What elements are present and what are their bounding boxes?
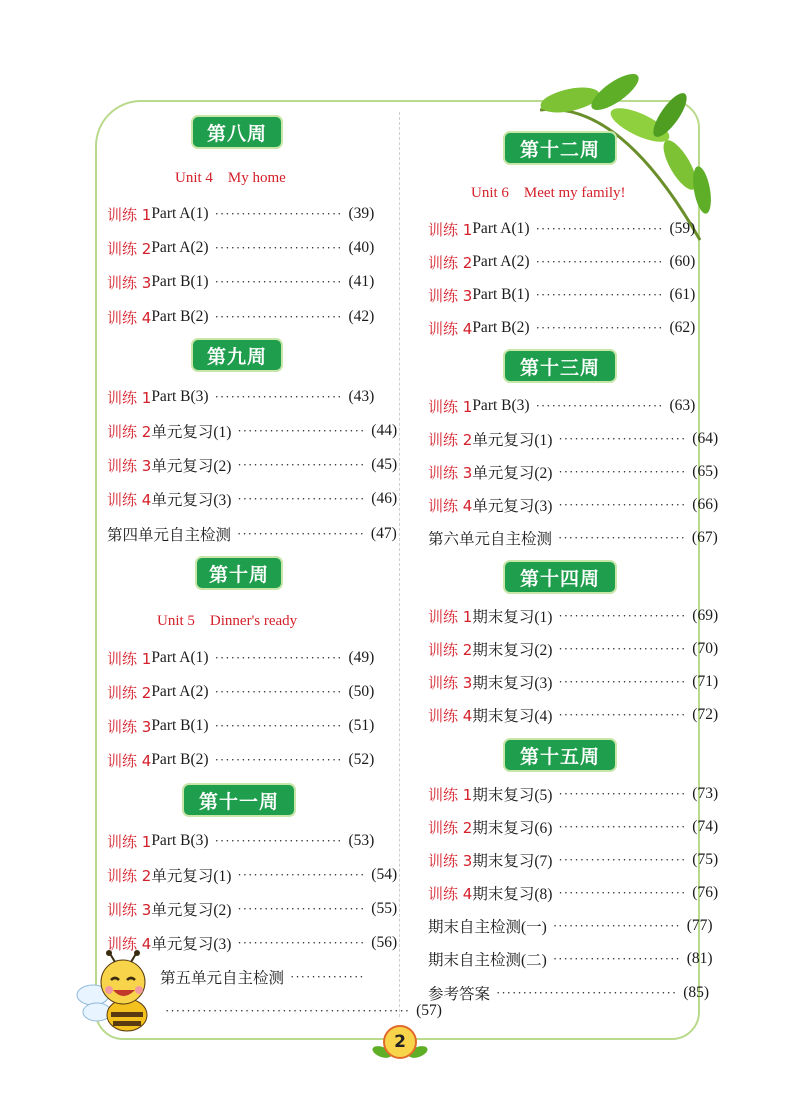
- page-ref: (65): [692, 463, 719, 480]
- entry-title: Part A(1): [151, 205, 209, 222]
- bee-mascot-icon: [75, 950, 165, 1040]
- training-label: 训练 3: [107, 273, 152, 292]
- training-label: 训练 3: [428, 673, 473, 692]
- entry-title: Part B(2): [472, 319, 530, 336]
- entry-title: Part A(2): [151, 683, 209, 700]
- entry-title: 单元复习(3): [151, 492, 232, 509]
- toc-row[interactable]: 训练 3 单元复习(2) ························ (45): [107, 456, 398, 475]
- toc-row[interactable]: 训练 3 Part B(1) ························ (61): [428, 286, 696, 305]
- training-label: 训练 2: [428, 640, 473, 659]
- training-label: 训练 4: [107, 308, 152, 327]
- entry-title: 单元复习(1): [151, 868, 232, 885]
- page-ref: (43): [348, 388, 375, 405]
- training-label: 训练 3: [428, 286, 473, 305]
- toc-row[interactable]: 训练 3 单元复习(2) ························ (65): [428, 463, 719, 482]
- page-ref: (77): [686, 917, 713, 934]
- page-ref: (76): [692, 884, 719, 901]
- page-ref: (60): [669, 253, 696, 270]
- page-ref: (45): [371, 456, 398, 473]
- training-label: 训练 1: [428, 220, 473, 239]
- entry-title: 期末复习(8): [472, 886, 553, 903]
- entry-title: 期末复习(4): [472, 708, 553, 725]
- page-ref: (71): [692, 673, 719, 690]
- toc-row[interactable]: 训练 4 单元复习(3) ························ (66): [428, 496, 719, 515]
- page-number: 2: [383, 1025, 417, 1059]
- page-ref: (46): [371, 490, 398, 507]
- training-label: 训练 1: [428, 607, 473, 626]
- entry-title: 期末自主检测(一): [428, 919, 547, 936]
- page-ref: (75): [692, 851, 719, 868]
- toc-row[interactable]: 训练 4 期末复习(4) ························ (72): [428, 706, 719, 725]
- toc-row[interactable]: 训练 1 Part B(3) ························ (53): [107, 832, 375, 851]
- toc-row[interactable]: 训练 2 单元复习(1) ························ (44): [107, 422, 398, 441]
- toc-row[interactable]: 训练 2 期末复习(2) ························ (70): [428, 640, 719, 659]
- entry-title: 单元复习(3): [472, 498, 553, 515]
- toc-row[interactable]: 训练 1 Part A(1) ························ (49): [107, 649, 375, 668]
- training-label: 训练 2: [428, 818, 473, 837]
- toc-row[interactable]: 训练 4 Part B(2) ························ (52): [107, 751, 375, 770]
- entry-title: Part B(3): [472, 397, 530, 414]
- week-badge: 第十二周: [505, 133, 615, 163]
- entry-title: 期末自主检测(二): [428, 952, 547, 969]
- training-label: 训练 4: [428, 884, 473, 903]
- training-label: 训练 4: [428, 319, 473, 338]
- toc-row[interactable]: 训练 4 单元复习(3) ························ (56): [107, 934, 398, 953]
- toc-row[interactable]: 第六单元自主检测 ························ (67): [428, 529, 718, 548]
- entry-title: 单元复习(3): [151, 936, 232, 953]
- entry-title: 期末复习(2): [472, 642, 553, 659]
- toc-row[interactable]: 训练 1 期末复习(5) ························ (73): [428, 785, 719, 804]
- training-label: 训练 4: [107, 751, 152, 770]
- unit-title: Unit 6 Meet my family!: [471, 185, 626, 201]
- training-label: 训练 3: [107, 717, 152, 736]
- entry-title: 期末复习(6): [472, 820, 553, 837]
- column-divider: [399, 112, 400, 1017]
- page-ref: (40): [348, 239, 375, 256]
- entry-title: Part A(2): [472, 253, 530, 270]
- page-ref: (59): [669, 220, 696, 237]
- training-label: 训练 3: [428, 463, 473, 482]
- page-ref: (50): [348, 683, 375, 700]
- page-ref: (51): [348, 717, 375, 734]
- entry-title: Part B(3): [151, 388, 209, 405]
- page-ref: (42): [348, 308, 375, 325]
- week-badge: 第十周: [197, 558, 281, 588]
- entry-title: Part A(1): [472, 220, 530, 237]
- training-label: 训练 2: [107, 422, 152, 441]
- entry-title: 单元复习(2): [151, 902, 232, 919]
- training-label: 训练 4: [107, 934, 152, 953]
- page-ref: (74): [692, 818, 719, 835]
- toc-row[interactable]: 期末自主检测(二) ························ (81): [428, 950, 713, 969]
- toc-row[interactable]: 训练 1 Part B(3) ························ (63): [428, 397, 696, 416]
- entry-title: 单元复习(1): [472, 432, 553, 449]
- entry-title: Part A(2): [151, 239, 209, 256]
- page-ref: (47): [370, 525, 397, 542]
- toc-row[interactable]: 训练 2 Part A(2) ························ (50): [107, 683, 375, 702]
- training-label: 训练 3: [107, 456, 152, 475]
- week-badge: 第十三周: [505, 351, 615, 381]
- page-ref: (52): [348, 751, 375, 768]
- toc-row[interactable]: 训练 4 期末复习(8) ························ (76): [428, 884, 719, 903]
- toc-row[interactable]: 参考答案 ·································· (85): [428, 984, 710, 1003]
- training-label: 训练 1: [107, 649, 152, 668]
- entry-title: 期末复习(5): [472, 787, 553, 804]
- entry-title: 第六单元自主检测: [428, 531, 553, 548]
- page-ref: (63): [669, 397, 696, 414]
- page-ref: (81): [686, 950, 713, 967]
- page-ref: (56): [371, 934, 398, 951]
- unit-title: Unit 4 My home: [175, 170, 286, 186]
- page-ref: (54): [371, 866, 398, 883]
- toc-row[interactable]: 训练 1 Part A(1) ························ (59): [428, 220, 696, 239]
- toc-row[interactable]: 训练 4 Part B(2) ························ (62): [428, 319, 696, 338]
- week-badge: 第九周: [193, 340, 281, 370]
- page-ref: (55): [371, 900, 398, 917]
- training-label: 训练 1: [107, 832, 152, 851]
- entry-title: 第五单元自主检测: [160, 970, 285, 987]
- training-label: 训练 4: [428, 496, 473, 515]
- training-label: 训练 2: [428, 253, 473, 272]
- toc-row[interactable]: 训练 3 Part B(1) ························ (41): [107, 273, 375, 292]
- entry-title: 期末复习(7): [472, 853, 553, 870]
- entry-title: 期末复习(1): [472, 609, 553, 626]
- toc-row[interactable]: 训练 2 单元复习(1) ························ (64): [428, 430, 719, 449]
- page-ref: (61): [669, 286, 696, 303]
- toc-row[interactable]: 训练 3 期末复习(3) ························ (71): [428, 673, 719, 692]
- entry-title: Part B(1): [472, 286, 530, 303]
- toc-row[interactable]: 训练 1 期末复习(1) ························ (69): [428, 607, 719, 626]
- training-label: 训练 1: [107, 388, 152, 407]
- page-ref: (57): [416, 1002, 442, 1019]
- entry-title: Part B(2): [151, 308, 209, 325]
- entry-title: Part B(1): [151, 273, 209, 290]
- training-label: 训练 2: [107, 866, 152, 885]
- entry-title: 单元复习(2): [151, 458, 232, 475]
- week-badge: 第十四周: [505, 562, 615, 592]
- training-label: 训练 1: [428, 397, 473, 416]
- page-ref: (66): [692, 496, 719, 513]
- toc-row[interactable]: 训练 4 单元复习(3) ························ (46): [107, 490, 398, 509]
- week-badge: 第十五周: [505, 740, 615, 770]
- week-badge: 第八周: [193, 117, 281, 147]
- toc-row[interactable]: 训练 2 Part A(2) ························ (40): [107, 239, 375, 258]
- entry-title: 参考答案: [428, 986, 491, 1003]
- entry-title: 第四单元自主检测: [107, 527, 232, 544]
- toc-row[interactable]: 训练 3 Part B(1) ························ (51): [107, 717, 375, 736]
- page-ref: (67): [691, 529, 718, 546]
- toc-row[interactable]: 训练 2 期末复习(6) ························ (74): [428, 818, 719, 837]
- page-ref: (85): [683, 984, 710, 1001]
- page-ref: (53): [348, 832, 375, 849]
- training-label: 训练 2: [428, 430, 473, 449]
- toc-row[interactable]: 期末自主检测(一) ························ (77): [428, 917, 713, 936]
- training-label: 训练 4: [107, 490, 152, 509]
- week-badge: 第十一周: [184, 785, 294, 815]
- training-label: 训练 1: [107, 205, 152, 224]
- training-label: 训练 2: [107, 239, 152, 258]
- toc-row[interactable]: 第四单元自主检测 ························ (47): [107, 525, 397, 544]
- page-ref: (39): [348, 205, 375, 222]
- training-label: 训练 4: [428, 706, 473, 725]
- entry-title: Part B(2): [151, 751, 209, 768]
- entry-title: Part A(1): [151, 649, 209, 666]
- toc-row[interactable]: 训练 2 Part A(2) ························ (60): [428, 253, 696, 272]
- page-ref: (49): [348, 649, 375, 666]
- toc-row[interactable]: 训练 1 Part A(1) ························ (39): [107, 205, 375, 224]
- entry-title: Part B(1): [151, 717, 209, 734]
- unit-title: Unit 5 Dinner's ready: [157, 613, 298, 629]
- page-ref: (64): [692, 430, 719, 447]
- page-ref: (72): [692, 706, 719, 723]
- toc-row[interactable]: 训练 2 单元复习(1) ························ (54): [107, 866, 398, 885]
- page-ref: (41): [348, 273, 375, 290]
- toc-row[interactable]: 训练 1 Part B(3) ························ (43): [107, 388, 375, 407]
- toc-row[interactable]: 训练 4 Part B(2) ························ (42): [107, 308, 375, 327]
- toc-row[interactable]: 训练 3 期末复习(7) ························ (75): [428, 851, 719, 870]
- toc-row[interactable]: 第五单元自主检测 ··············: [160, 965, 372, 989]
- training-label: 训练 3: [107, 900, 152, 919]
- toc-row-continued[interactable]: ·············································· (57): [165, 1002, 442, 1019]
- toc-row[interactable]: 训练 3 单元复习(2) ························ (55): [107, 900, 398, 919]
- page-ref: (69): [692, 607, 719, 624]
- entry-title: 单元复习(2): [472, 465, 553, 482]
- page-ref: (62): [669, 319, 696, 336]
- training-label: 训练 3: [428, 851, 473, 870]
- entry-title: 期末复习(3): [472, 675, 553, 692]
- page-ref: (44): [371, 422, 398, 439]
- entry-title: 单元复习(1): [151, 424, 232, 441]
- training-label: 训练 1: [428, 785, 473, 804]
- entry-title: Part B(3): [151, 832, 209, 849]
- page-ref: (70): [692, 640, 719, 657]
- training-label: 训练 2: [107, 683, 152, 702]
- page-ref: (73): [692, 785, 719, 802]
